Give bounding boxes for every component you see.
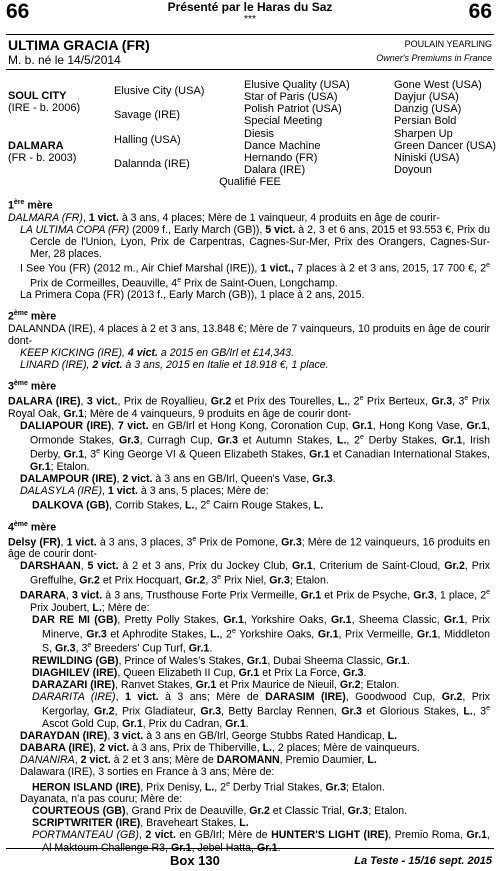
header-rule: [6, 34, 494, 35]
third-dam-entry: DALARA (IRE), 3 vict., Prix de Royallieu, Gr.2 et Prix des Tourelles, L., 2e Prix Berteux, Gr.3, 3e Prix Royal Oak, Gr.1; Mère de 4 vainqueurs, 9 produits en âge de courir dont-: [8, 394, 490, 420]
pedigree-g2: Polish Patriot (USA): [244, 103, 342, 115]
pedigree-g3: Doyoun: [394, 164, 432, 176]
pedigree-g1: Dalannda (IRE): [114, 158, 190, 170]
pedigree-g2: Elusive Quality (USA): [244, 79, 350, 91]
pedigree-g2: Dance Machine: [244, 140, 321, 152]
second-dam-heading: 2ème mère: [8, 310, 57, 323]
second-dam-entry: DALANNDA (IRE), 4 places à 2 et 3 ans, 13.848 €; Mère de 7 vainqueurs, 10 produits en âge de courir dont-: [8, 322, 490, 348]
horse-name: ULTIMA GRACIA (FR): [8, 37, 150, 53]
pedigree-g2: Star of Paris (USA): [244, 91, 338, 103]
produce-entry: DALIAPOUR (IRE), 7 vict. en GB/Irl et Hong Kong, Coronation Cup, Gr.1, Hong Kong Vase, Gr.1, Ormonde Stakes, Gr.3, Curragh Cup, Gr.3 et Autumn Stakes, L., 2e Derby Stakes, Gr.1, Irish Derby, Gr.1, 3e King George VI & Queen Elizabeth Stakes, Gr.1 et Canadian International Stakes, Gr.1; Etalon.: [20, 419, 491, 474]
produce-entry: DARAYDAN (IRE), 3 vict. à 3 ans en GB/Irl, George Stubbs Rated Handicap, L.: [20, 730, 398, 743]
pedigree-g2: Special Meeting: [244, 115, 323, 127]
pedigree-table: [0, 76, 500, 188]
stars: ***: [244, 14, 256, 25]
sire-name: SOUL CITY: [8, 90, 67, 102]
dam-info: (FR - b. 2003): [8, 152, 77, 164]
sale-venue-date: La Teste - 15/16 sept. 2015: [354, 855, 492, 867]
produce-entry: DALASYLA (IRE), 1 vict. à 3 ans, 5 places; Mère de:: [20, 485, 269, 498]
produce-entry: REWILDING (GB), Prince of Wales's Stakes, Gr.1, Dubai Sheema Classic, Gr.1.: [32, 655, 410, 668]
pedigree-g3: Danzig (USA): [394, 103, 462, 115]
produce-entry: HERON ISLAND (IRE), Prix Denisy, L., 2e Derby Trial Stakes, Gr.3; Etalon.: [32, 780, 385, 794]
pedigree-g1: Halling (USA): [114, 134, 181, 146]
fourth-dam-heading: 4ème mère: [8, 520, 57, 534]
produce-entry: DALKOVA (GB), Corrib Stakes, L., 2e Cairn Rouge Stakes, L.: [32, 499, 324, 512]
pedigree-g2: Diesis: [244, 128, 274, 140]
pedigree-g3: Persian Bold: [394, 115, 457, 127]
dam-name: DALMARA: [8, 140, 64, 152]
produce-entry: LA ULTIMA COPA (FR) (2009 f., Early March (GB)), 5 vict. à 2, 3 et 6 ans, 2015 et 93.553 €, Prix du Cercle de l'Union, Lyon, Prix de Carpentras, Cagnes-Sur-Mer, Prix des Orangers, Cagnes-Sur-Mer, 28 places.: [20, 223, 490, 260]
pedigree-g3: Dayjur (USA): [394, 91, 459, 103]
produce-entry: DANANIRA, 2 vict. à 2 et 3 ans; Mère de DAROMANN, Premio Daumier, L.: [20, 754, 377, 767]
produce-entry: DALAMPOUR (IRE), 2 vict. à 3 ans en GB/Irl, Queen's Vase, Gr.3.: [20, 473, 336, 486]
pedigree-g3: Gone West (USA): [394, 79, 482, 91]
fourth-dam-entry: Delsy (FR), 1 vict. à 3 ans, 3 places, 3e Prix de Pomone, Gr.3; Mère de 12 vainqueurs, 16 produits en âge de courir dont-: [8, 535, 490, 561]
produce-entry: LINARD (IRE), 2 vict. à 3 ans, 2015 en Italie et 18.918 €, 1 place.: [20, 359, 329, 372]
name-rule: [6, 69, 494, 70]
produce-entry: DARARA, 3 vict. à 3 ans, Trusthouse Forte Prix Vermeille, Gr.1 et Prix de Psyche, Gr.3, 1 place, 2e Prix Joubert, L.; Mère de:: [20, 589, 491, 614]
footer-rule: [6, 848, 494, 849]
produce-entry: SCRIPTWRITER (IRE), Braveheart Stakes, L.: [32, 817, 249, 830]
pedigree-g2: Hernando (FR): [244, 152, 318, 164]
produce-entry: PORTMANTEAU (GB), 2 vict. en GB/Irl; Mère de HUNTER'S LIGHT (IRE), Premio Roma, Gr.1, Al Maktoum Challenge R3, Gr.1, Jebel Hatta, Gr.1.: [32, 829, 491, 854]
sale-category: POULAIN YEARLING: [404, 39, 492, 49]
produce-entry: DARAZARI (IRE), Ranvet Stakes, Gr.1 et Prix Maurice de Nieuil, Gr.2; Etalon.: [32, 679, 400, 692]
produce-entry: Dalawara (IRE), 3 sorties en France à 3 ans; Mère de:: [20, 766, 275, 779]
lot-number-left: 66: [6, 0, 30, 23]
produce-entry: DABARA (IRE), 2 vict. à 3 ans, Prix de Thiberville, L., 2 places; Mère de vainqueurs.: [20, 742, 420, 755]
presenter: Présenté par le Haras du Saz: [167, 0, 333, 14]
produce-entry: La Primera Copa (FR) (2013 f., Early March (GB)), 1 place à 2 ans, 2015.: [20, 289, 365, 302]
produce-entry: Dayanata, n'a pas couru; Mère de:: [20, 793, 183, 806]
pedigree-g1: Savage (IRE): [114, 109, 181, 121]
horse-header: [8, 37, 492, 67]
pedigree-g1: Elusive City (USA): [114, 85, 205, 97]
produce-entry: COURTEOUS (GB), Grand Prix de Deauville, Gr.2 et Classic Trial, Gr.3; Etalon.: [32, 805, 408, 818]
pedigree-g3: Sharpen Up: [394, 128, 453, 140]
produce-entry: DAR RE MI (GB), Pretty Polly Stakes, Gr.1, Yorkshire Oaks, Gr.1, Sheema Classic, Gr.1, Prix Minerve, Gr.3 et Aphrodite Stakes, L., 2e Yorkshire Oaks, Gr.1, Prix Vermeille, Gr.1, Middleton S, Gr.3, 3e Breeders' Cup Turf, Gr.1.: [32, 613, 491, 655]
pedigree-g3: Niniski (USA): [394, 152, 460, 164]
first-dam-heading: 1ère mère: [8, 199, 53, 212]
lot-number-right: 66: [468, 0, 492, 23]
third-dam-heading: 3ème mère: [8, 380, 57, 393]
first-dam-entry: DALMARA (FR), 1 vict. à 3 ans, 4 places; Mère de 1 vainqueur, 4 produits en âge de courir-: [8, 211, 440, 224]
pedigree-g3: Green Dancer (USA): [394, 140, 497, 152]
horse-description: M. b. né le 14/5/2014: [8, 53, 121, 67]
catalogue-notes: [8, 190, 490, 854]
produce-entry: DIAGHILEV (IRE), Queen Elizabeth II Cup, Gr.1 et Prix La Force, Gr.3.: [32, 667, 367, 680]
premium-note: Owner's Premiums in France: [376, 53, 492, 63]
produce-entry: DARARITA (IRE), 1 vict. à 3 ans; Mère de DARASIM (IRE), Goodwood Cup, Gr.2, Prix Kergorlay, Gr.2, Prix Gladiateur, Gr.3, Betty Barclay Rennen, Gr.3 et Glorious Stakes, L., 3e Ascot Gold Cup, Gr.1, Prix du Cadran, Gr.1.: [32, 691, 490, 731]
qualification: Qualifié FEE: [219, 176, 281, 188]
produce-entry: DARSHAAN, 5 vict. à 2 et 3 ans, Prix du Jockey Club, Gr.1, Criterium de Saint-Cloud, Gr.2, Prix Greffulhe, Gr.2 et Prix Hocquart, Gr.2, 3e Prix Niel, Gr.3; Etalon.: [20, 560, 490, 587]
pedigree-g2: Dalara (IRE): [244, 164, 306, 176]
produce-entry: I See You (FR) (2012 m., Air Chief Marshal (IRE)), 1 vict., 7 places à 2 et 3 ans, 2015, 17 700 €, 2e Prix de Cormeilles, Deauville, 4e Prix de Saint-Ouen, Longchamp.: [20, 262, 490, 290]
produce-entry: KEEP KICKING (IRE), 4 vict. a 2015 en GB/Irl et £14,343.: [20, 347, 295, 360]
sire-info: (IRE - b. 2006): [8, 102, 81, 114]
box-number: Box 130: [170, 853, 220, 868]
